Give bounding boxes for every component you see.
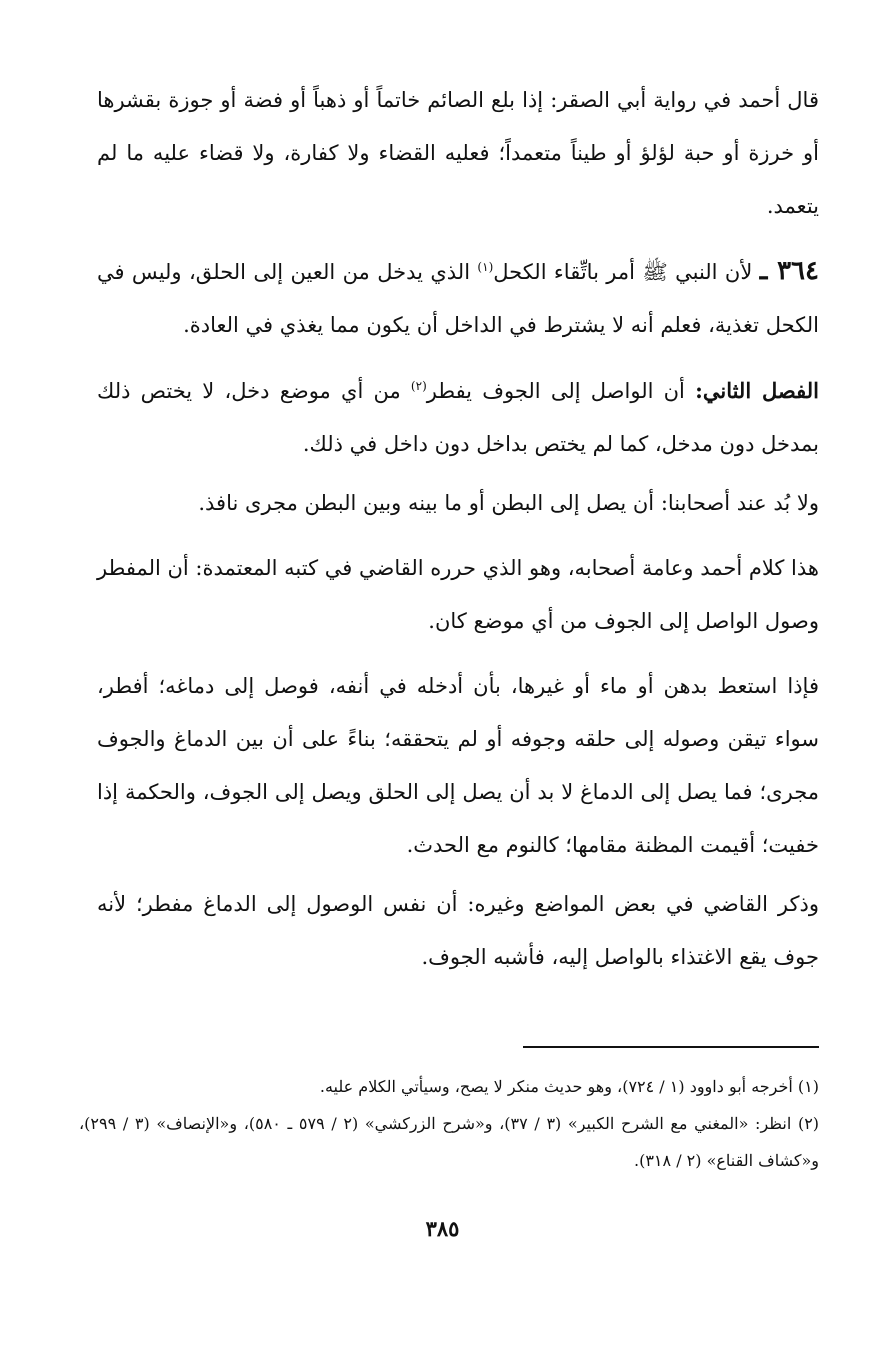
issue-number: ٣٦٤ ـ — [759, 256, 819, 286]
section-heading: الفصل الثاني: — [695, 378, 819, 403]
paragraph-3 — [97, 364, 819, 471]
paragraph-7: وذكر القاضي في بعض المواضع وغيره: أن نفس الوصول إلى الدماغ مفطر؛ لأنه جوف يقع الاغتذاء بالواصل إليه، فأشبه الجوف. — [97, 892, 819, 969]
paragraph-3-text-b: من أي موضع دخل، لا يختص ذلك بمدخل دون مدخل، كما لم يختص بداخل دون داخل في ذلك. — [97, 379, 819, 456]
paragraph-2-text-b: الذي يدخل من العين إلى الحلق، وليس في الكحل تغذية، فعلم أنه لا يشترط في الداخل أن يكون مما يغذي في العادة. — [97, 260, 819, 337]
footnote-divider — [523, 1046, 819, 1048]
page-number: ٣٨٥ — [425, 1216, 460, 1241]
paragraph-2 — [97, 245, 819, 352]
main-text — [97, 74, 819, 984]
footnotes — [79, 1068, 819, 1179]
paragraph-5: هذا كلام أحمد وعامة أصحابه، وهو الذي حرره القاضي في كتبه المعتمدة: أن المفطر وصول الواصل إلى الجوف من أي موضع كان. — [97, 556, 819, 633]
footnote-1: (١) أخرجه أبو داوود (١ / ٧٢٤)، وهو حديث منكر لا يصح، وسيأتي الكلام عليه. — [319, 1077, 819, 1096]
paragraph-1: قال أحمد في رواية أبي الصقر: إذا بلع الصائم خاتماً أو ذهباً أو فضة أو جوزة بقشرها أو خرزة أو حبة لؤلؤ أو طيناً متعمداً؛ فعليه القضاء ولا كفارة، ولا قضاء عليه ما لم يتعمد. — [97, 88, 819, 218]
footnote-2: (٢) انظر: «المغني مع الشرح الكبير» (٣ / ٣٧)، و«شرح الزركشي» (٢ / ٥٧٩ ـ ٥٨٠)، و«الإنصاف» (٣ / ٢٩٩)، و«كشاف القناع» (٢ / ٣١٨). — [79, 1114, 820, 1170]
paragraph-4: ولا بُد عند أصحابنا: أن يصل إلى البطن أو ما بينه وبين البطن مجرى نافذ. — [198, 491, 819, 515]
paragraph-3-text-a: أن الواصل إلى الجوف يفطر — [426, 379, 685, 403]
footnote-ref-1[interactable]: (١) — [477, 260, 494, 274]
footnote-ref-2[interactable]: (٢) — [410, 379, 427, 393]
paragraph-6: فإذا استعط بدهن أو ماء أو غيرها، بأن أدخله في أنفه، فوصل إلى دماغه؛ أفطر، سواء تيقن وصوله إلى حلقه وجوفه أو لم يتحققه؛ بناءً على أن بين الدماغ والجوف مجرى؛ فما يصل إلى الدماغ لا بد أن يصل إلى الحلق ويصل إلى الجوف، والحكمة إذا خفيت؛ أقيمت المظنة مقامها؛ كالنوم مع الحدث. — [97, 674, 819, 857]
paragraph-2-text-a: لأن النبي ﷺ أمر باتِّقاء الكحل — [493, 260, 753, 284]
